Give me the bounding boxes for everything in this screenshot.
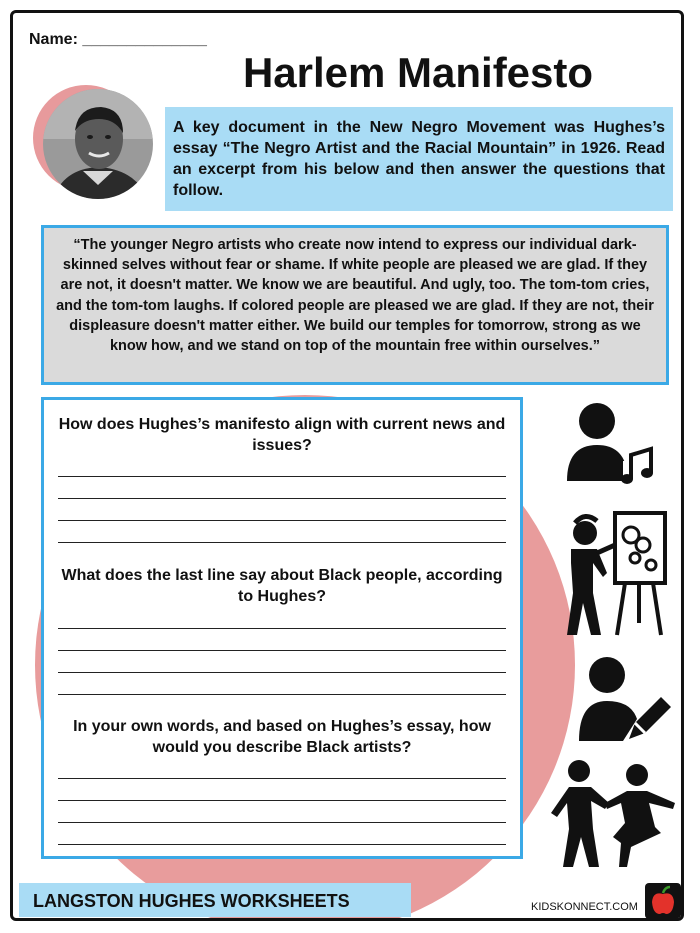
page-title: Harlem Manifesto <box>242 49 594 96</box>
answer-line[interactable] <box>58 694 506 695</box>
answer-line[interactable] <box>58 672 506 673</box>
question-3: In your own words, and based on Hughes’s essay, how would you describe Black artists? <box>73 718 491 756</box>
name-field-label: Name: ______________ <box>29 31 207 48</box>
painter-icon <box>553 503 673 643</box>
footer-title: LANGSTON HUGHES WORKSHEETS <box>19 883 411 917</box>
question-2: What does the last line say about Black people, according to Hughes? <box>61 567 503 605</box>
intro-text: A key document in the New Negro Movement was Hughes’s essay “The Negro Artist and the Racial Mountain” in 1926. Read an excerpt from his below and then answer the questions that follow. <box>165 107 673 211</box>
answer-line[interactable] <box>58 628 506 629</box>
answer-line[interactable] <box>58 844 506 845</box>
answer-line[interactable] <box>58 520 506 521</box>
answer-line[interactable] <box>58 778 506 779</box>
answer-line[interactable] <box>58 498 506 499</box>
portrait-photo <box>43 89 153 199</box>
worksheet-page <box>10 10 684 921</box>
question-1: How does Hughes’s manifesto align with current news and issues? <box>58 416 506 454</box>
questions-box <box>41 397 523 859</box>
answer-line[interactable] <box>58 650 506 651</box>
essay-excerpt: “The younger Negro artists who create now intend to express our individual dark-skinned selves without fear or shame. If white people are pleased we are glad. If they are not, it doesn't matter. We know we are beautiful. And ugly, too. The tom-tom cries, and the tom-tom laughs. If colored people are pleased we are glad. If they are not, their displeasure doesn't matter either. We build our temples for tomorrow, strong as we know how, and we stand on top of the mountain free within ourselves.” <box>41 225 669 385</box>
dancers-icon <box>551 757 679 874</box>
musician-icon <box>561 399 657 494</box>
answer-line[interactable] <box>58 800 506 801</box>
answer-line[interactable] <box>58 542 506 543</box>
apple-logo-icon <box>645 883 681 919</box>
writer-icon <box>575 653 675 750</box>
site-name[interactable]: KIDSKONNECT.COM <box>531 901 638 913</box>
answer-line[interactable] <box>58 476 506 477</box>
answer-line[interactable] <box>58 822 506 823</box>
